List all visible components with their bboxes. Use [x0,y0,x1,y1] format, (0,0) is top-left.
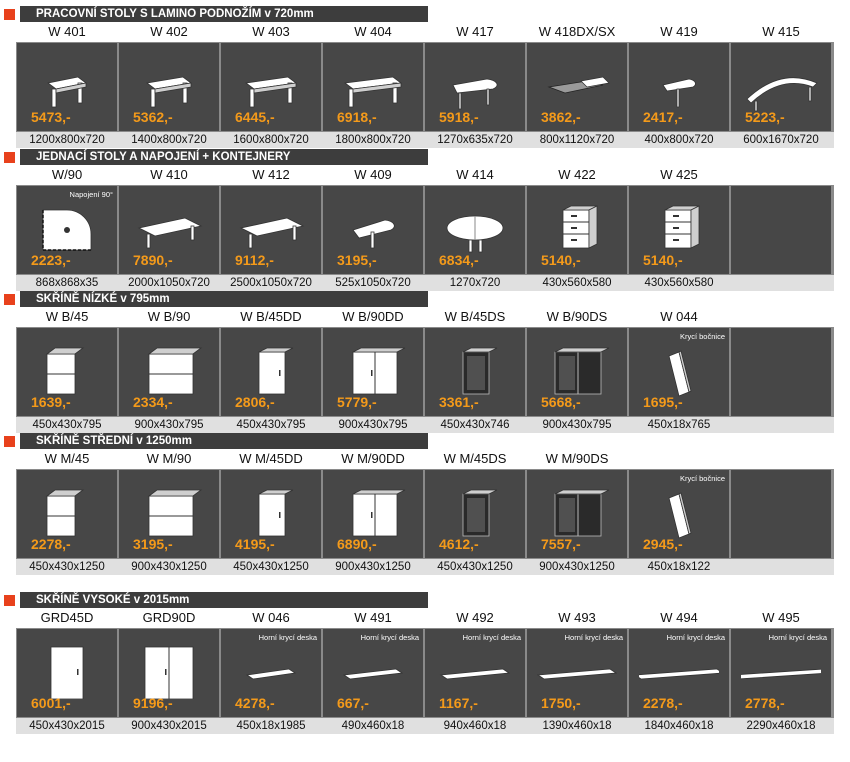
product-cell [425,470,525,558]
product-dimensions: 2000x1050x720 [128,277,210,289]
product-dimensions: 450x430x2015 [29,720,105,732]
product-code: GRD90D [142,610,196,625]
section-bullet-icon [4,436,15,447]
catalog-section [0,433,850,575]
product-dimensions: 2500x1050x720 [230,277,312,289]
product-price: 3195,- [337,252,377,268]
product-dimensions: 450x430x795 [32,419,102,431]
product-price: 2417,- [643,109,683,125]
product-dimensions: 900x430x795 [134,419,204,431]
product-price: 4278,- [235,695,275,711]
product-price: 5223,- [745,109,785,125]
desk-extension-icon [537,57,617,113]
product-code: W/90 [51,167,83,182]
product-cell [629,629,729,717]
product-code: W M/90DD [341,451,405,466]
half-round-table-icon [435,57,515,113]
product-code: W 414 [456,167,494,182]
product-code: W B/45DD [240,309,302,324]
product-codes-row [16,609,834,627]
empty-cell [731,470,831,558]
open-shelf-icon [27,342,107,398]
product-price: 5918,- [439,109,479,125]
product-dimensions: 450x430x746 [440,419,510,431]
product-code: W 418DX/SX [538,24,616,39]
product-price: 6001,- [31,695,71,711]
product-panel [16,185,834,275]
section-bullet-icon [4,294,15,305]
product-dimensions: 400x800x720 [644,134,714,146]
product-dimensions: 900x430x1250 [539,561,615,573]
product-price: 3361,- [439,394,479,410]
product-price: 6918,- [337,109,377,125]
product-dimensions: 450x18x1985 [236,720,306,732]
product-dimensions: 450x430x795 [236,419,306,431]
product-price: 2334,- [133,394,173,410]
empty-cell [731,328,831,416]
glass-cabinet-icon [537,484,617,540]
meeting-table-icon [129,200,209,256]
drawer-container-icon [537,200,617,256]
product-dimensions: 1600x800x720 [233,134,309,146]
product-dimensions: 1200x800x720 [29,134,105,146]
product-dimensions: 800x1120x720 [539,134,615,146]
product-dimensions: 900x430x795 [338,419,408,431]
cabinet-icon [231,342,311,398]
dimensions-row [16,275,834,291]
catalog-section [0,592,850,734]
product-panel [16,628,834,718]
product-code: W 410 [150,167,188,182]
product-price: 2945,- [643,536,683,552]
product-cell [221,470,321,558]
meeting-table-icon [231,200,311,256]
product-code: W M/90 [146,451,192,466]
catalog-section [0,149,850,291]
desk-icon [129,57,209,113]
product-cell [221,43,321,131]
dimensions-row [16,132,834,148]
product-dimensions: 450x18x122 [647,561,711,573]
product-price: 7890,- [133,252,173,268]
open-shelf-icon [27,484,107,540]
product-price: 9196,- [133,695,173,711]
product-code: W 492 [456,610,494,625]
product-note: Horní krycí deska [462,633,521,642]
product-note: Horní krycí deska [360,633,419,642]
catalog-section [0,6,850,148]
product-code: W 046 [252,610,290,625]
product-codes-row [16,166,834,184]
product-dimensions: 2290x460x18 [746,720,816,732]
product-dimensions: 430x560x580 [542,277,612,289]
product-price: 1750,- [541,695,581,711]
round-end-table-icon [639,57,719,113]
product-dimensions: 450x18x765 [647,419,711,431]
top-board-icon [537,643,617,699]
product-cell [119,43,219,131]
glass-cabinet-icon [435,484,515,540]
section-header [0,291,428,307]
product-cell [527,328,627,416]
product-code: W 404 [354,24,392,39]
empty-cell [731,186,831,274]
product-code: W B/90DD [342,309,404,324]
product-dimensions: 1400x800x720 [131,134,207,146]
product-note: Krycí bočnice [679,332,725,341]
product-cell [731,43,831,131]
product-price: 1167,- [439,695,478,711]
product-cell [323,328,423,416]
product-cell [425,186,525,274]
product-dimensions: 1270x635x720 [437,134,513,146]
product-cell [119,186,219,274]
product-code: W M/45DS [443,451,507,466]
product-price: 2223,- [31,252,71,268]
product-dimensions: 900x430x2015 [131,720,207,732]
product-note: Horní krycí deska [564,633,623,642]
product-cell [527,470,627,558]
product-price: 5473,- [31,109,71,125]
section-header [0,592,428,608]
section-header [0,149,428,165]
product-cell [425,43,525,131]
product-dimensions: 600x1670x720 [743,134,819,146]
top-board-icon [435,643,515,699]
open-shelf-icon [129,342,209,398]
section-header [0,433,428,449]
product-note: Horní krycí deska [666,633,725,642]
product-code: W 495 [762,610,800,625]
product-panel [16,327,834,417]
product-price: 5362,- [133,109,173,125]
product-code: W 403 [252,24,290,39]
table-extension-icon [333,200,413,256]
product-code: W 425 [660,167,698,182]
drawer-container-icon [639,200,719,256]
product-price: 6445,- [235,109,275,125]
product-dimensions: 868x868x35 [35,277,99,289]
product-code: W M/45 [44,451,90,466]
product-code: W 401 [48,24,86,39]
product-price: 4612,- [439,536,479,552]
product-cell [17,43,117,131]
product-price: 2278,- [643,695,683,711]
product-cell [17,328,117,416]
desk-icon [333,57,413,113]
product-price: 9112,- [235,252,274,268]
top-board-icon [231,643,311,699]
product-cell [221,186,321,274]
product-cell [323,186,423,274]
product-cell [425,328,525,416]
product-code: W 491 [354,610,392,625]
product-panel [16,42,834,132]
product-code: W 415 [762,24,800,39]
product-dimensions: 900x430x795 [542,419,612,431]
section-header [0,6,428,22]
product-price: 6890,- [337,536,377,552]
product-code: W B/45 [45,309,89,324]
glass-cabinet-icon [435,342,515,398]
product-price: 4195,- [235,536,275,552]
product-cell [731,629,831,717]
product-codes-row [16,308,834,326]
product-dimensions: 1800x800x720 [335,134,411,146]
section-title: PRACOVNÍ STOLY S LAMINO PODNOŽÍM v 720mm [20,6,428,22]
product-price: 5140,- [643,252,683,268]
corner-connector-icon [27,200,107,256]
product-code: W B/90DS [546,309,608,324]
product-note: Krycí bočnice [679,474,725,483]
cabinet-icon [231,484,311,540]
dimensions-row [16,559,834,575]
product-dimensions: 1390x460x18 [542,720,612,732]
product-cell [323,629,423,717]
product-cell [17,186,117,274]
product-price: 3862,- [541,109,581,125]
catalog-section [0,291,850,433]
product-code: W 493 [558,610,596,625]
section-title: SKŘÍNĚ STŘEDNÍ v 1250mm [20,433,428,449]
side-panel-icon [639,342,719,398]
product-code: W 417 [456,24,494,39]
product-dimensions: 490x460x18 [341,720,405,732]
product-cell [17,470,117,558]
side-panel-icon [639,484,719,540]
dimensions-row [16,718,834,734]
product-dimensions: 450x430x1250 [437,561,513,573]
top-board-icon [639,643,719,699]
product-code: W 412 [252,167,290,182]
product-price: 7557,- [541,536,581,552]
section-bullet-icon [4,9,15,20]
section-title: SKŘÍNĚ VYSOKÉ v 2015mm [20,592,428,608]
product-code: W 422 [558,167,596,182]
product-note: Horní krycí deska [768,633,827,642]
product-cell [221,629,321,717]
product-panel [16,469,834,559]
product-code: W M/45DD [239,451,303,466]
desk-icon [231,57,311,113]
product-code: GRD45D [40,610,94,625]
product-note: Napojení 90° [69,190,113,199]
wardrobe-icon [27,643,107,699]
product-price: 2778,- [745,695,785,711]
product-dimensions: 430x560x580 [644,277,714,289]
product-price: 667,- [337,695,369,711]
cabinet-icon [333,342,413,398]
product-cell [527,186,627,274]
product-price: 1695,- [643,394,683,410]
section-title: SKŘÍNĚ NÍZKÉ v 795mm [20,291,428,307]
product-cell [629,186,729,274]
cabinet-icon [333,484,413,540]
product-note: Horní krycí deska [258,633,317,642]
product-dimensions: 900x430x1250 [335,561,411,573]
wardrobe-icon [129,643,209,699]
product-price: 5668,- [541,394,581,410]
product-cell [119,470,219,558]
product-cell [629,43,729,131]
glass-cabinet-icon [537,342,617,398]
top-board-icon [333,643,413,699]
arc-table-icon [741,57,821,113]
product-dimensions: 1270x720 [449,277,501,289]
section-bullet-icon [4,595,15,606]
product-cell [527,629,627,717]
product-price: 2806,- [235,394,275,410]
product-cell [119,629,219,717]
product-cell [323,470,423,558]
product-cell [323,43,423,131]
product-code: W 402 [150,24,188,39]
product-codes-row [16,450,834,468]
product-dimensions: 450x430x1250 [29,561,105,573]
product-price: 2278,- [31,536,71,552]
product-code: W 494 [660,610,698,625]
product-dimensions: 1840x460x18 [644,720,714,732]
product-code: W 419 [660,24,698,39]
desk-icon [27,57,107,113]
product-price: 5140,- [541,252,581,268]
product-cell [221,328,321,416]
round-table-icon [435,200,515,256]
product-price: 3195,- [133,536,173,552]
dimensions-row [16,417,834,433]
product-cell [17,629,117,717]
product-code: W B/90 [147,309,191,324]
product-price: 1639,- [31,394,71,410]
product-code: W 409 [354,167,392,182]
section-bullet-icon [4,152,15,163]
product-dimensions: 525x1050x720 [335,277,411,289]
product-cell [527,43,627,131]
product-dimensions: 450x430x1250 [233,561,309,573]
product-price: 5779,- [337,394,377,410]
product-dimensions: 900x430x1250 [131,561,207,573]
top-board-icon [741,643,821,699]
product-price: 6834,- [439,252,479,268]
section-title: JEDNACÍ STOLY A NAPOJENÍ + KONTEJNERY [20,149,428,165]
open-shelf-icon [129,484,209,540]
product-code: W M/90DS [545,451,609,466]
product-code: W B/45DS [444,309,506,324]
product-cell [119,328,219,416]
product-dimensions: 940x460x18 [443,720,507,732]
product-codes-row [16,23,834,41]
product-code: W 044 [660,309,698,324]
product-cell [425,629,525,717]
product-cell [629,328,729,416]
product-cell [629,470,729,558]
